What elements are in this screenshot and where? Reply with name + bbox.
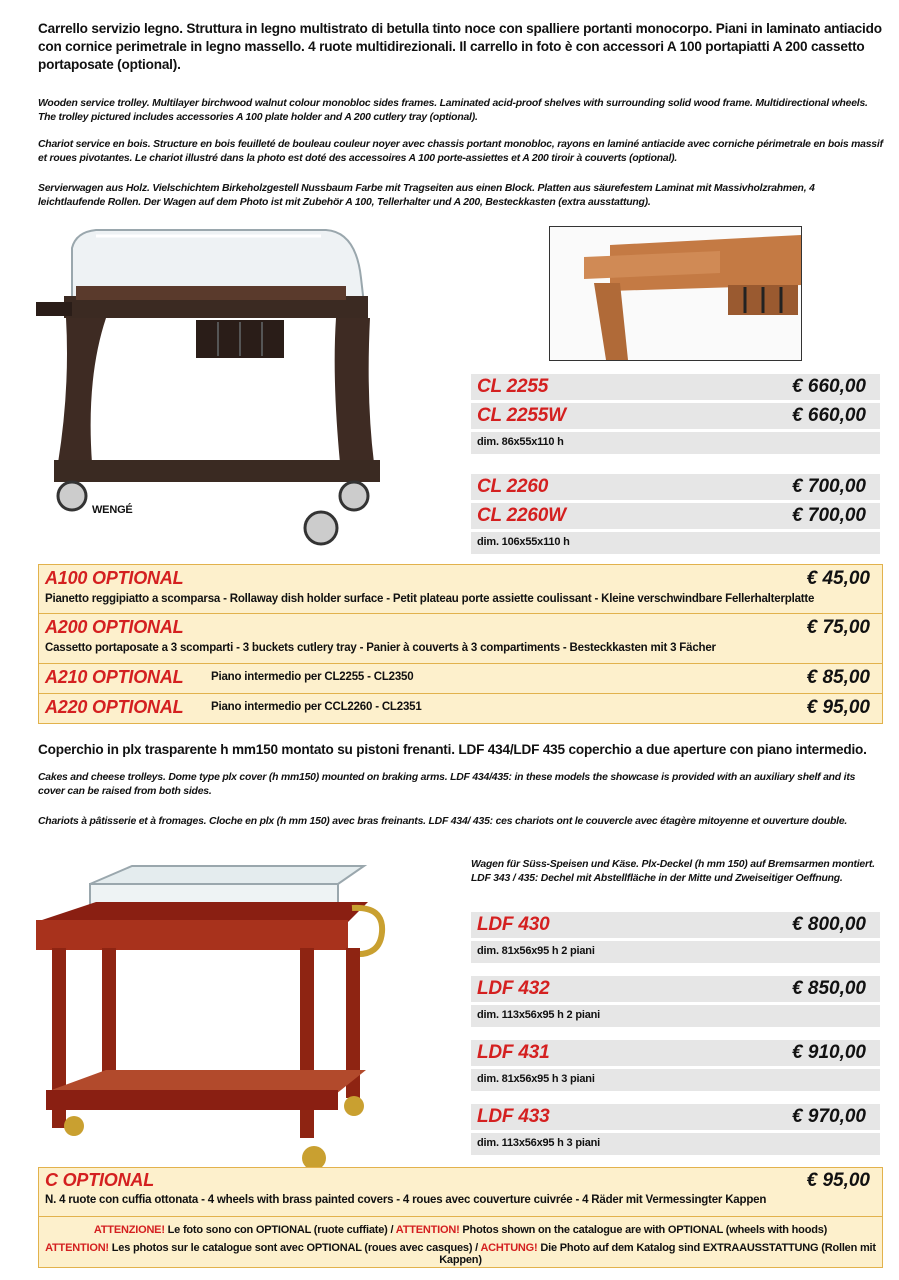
product-code: CL 2255 — [477, 376, 549, 397]
section2-french: Chariots à pâtisserie et à fromages. Cloche en plx (h mm 150) avec bras freinants. LDF 434/ 435: ces chariots ont le couvercle avec étagère mitoyenne et ouverture double. — [38, 816, 848, 827]
product-code: CL 2255W — [477, 405, 566, 426]
divider — [39, 1216, 882, 1217]
optional-price: € 45,00 — [806, 568, 870, 589]
section2-english: Cakes and cheese trolleys. Dome type plx cover (h mm150) mounted on braking arms. LDF 434/435: in these models the showcase is provided with an auxiliary shelf and its cover can be raised from both sides. — [38, 772, 856, 797]
warning-text: Les photos sur le catalogue sont avec OPTIONAL (roues avec casques) / — [108, 1242, 481, 1254]
product-dimensions — [471, 941, 880, 963]
divider — [39, 693, 882, 694]
product-row-cl2255 — [471, 374, 880, 400]
product-row-ldf431 — [471, 1040, 880, 1066]
product-price: € 660,00 — [792, 405, 866, 426]
product-dimensions — [471, 432, 880, 454]
trolley-photo-cake — [36, 862, 396, 1172]
optional-code: A100 OPTIONAL — [45, 568, 184, 588]
warning-line-1 — [39, 1224, 882, 1236]
product-row-ldf433 — [471, 1104, 880, 1130]
optional-price: € 95,00 — [806, 1170, 870, 1191]
intro-english: Wooden service trolley. Multilayer birchwood walnut colour monobloc sides frames. Laminated acid-proof shelves with surrounding solid wood frame. Multidirectional wheels. The trolley pictured includes accessories A 100 plate holder and A 200 cutlery tray (optional). — [38, 98, 868, 123]
product-price: € 850,00 — [792, 978, 866, 999]
warning-text: Die Photo auf dem Katalog sind EXTRAAUSSTATTUNG (Rollen mit Kappen) — [439, 1242, 876, 1266]
divider — [39, 663, 882, 664]
product-code: LDF 432 — [477, 978, 550, 999]
product-code: CL 2260W — [477, 505, 566, 526]
warning-label: ATTENZIONE! — [93, 1224, 165, 1236]
warning-label: ATTENTION! — [45, 1242, 109, 1254]
optional-code: C OPTIONAL — [45, 1170, 154, 1190]
product-row-ldf430 — [471, 912, 880, 938]
product-dimensions — [471, 1005, 880, 1027]
optional-description: N. 4 ruote con cuffia ottonata - 4 wheels with brass painted covers - 4 roues avec couverture cuivrée - 4 Räder mit Vermessingter Kappen — [45, 1194, 767, 1206]
optional-code: A220 OPTIONAL — [45, 697, 184, 717]
optional-description: Piano intermedio per CL2255 - CL2350 — [211, 671, 414, 683]
intro-french: Chariot service en bois. Structure en bois feuilleté de bouleau couleur noyer avec chassis portant monobloc, rayons en laminé antiacide avec corniche périmetrale en bois massif et roues pivotantes. Le chariot illustré dans la photo est doté des accessoires A 100 porte-assiettes et A 200 tiroir à couverts (optional). — [38, 139, 883, 164]
product-price: € 700,00 — [792, 476, 866, 497]
dimensions-text: dim. 106x55x110 h — [477, 536, 570, 548]
product-price: € 970,00 — [792, 1106, 866, 1127]
product-code: LDF 431 — [477, 1042, 550, 1063]
warning-line-2 — [39, 1242, 882, 1266]
dimensions-text: dim. 81x56x95 h 2 piani — [477, 945, 595, 957]
section2-german: Wagen für Süss-Speisen und Käse. Plx-Deckel (h mm 150) auf Bremsarmen montiert. LDF 343 / 435: Dechel mit Abstellfläche in der Mitte und Zweiseitiger Oeffnung. — [471, 859, 875, 884]
divider — [39, 613, 882, 614]
section2-italian: Coperchio in plx trasparente h mm150 montato su pistoni frenanti. LDF 434/LDF 435 coperchio a due aperture con piano intermedio. — [38, 742, 867, 757]
optional-code: A200 OPTIONAL — [45, 617, 184, 637]
product-dimensions — [471, 532, 880, 554]
product-dimensions — [471, 1133, 880, 1155]
product-price: € 800,00 — [792, 914, 866, 935]
product-price: € 660,00 — [792, 376, 866, 397]
optional-description: Cassetto portaposate a 3 scomparti - 3 buckets cutlery tray - Panier à couverts à 3 compartiments - Besteckkasten mit 3 Fächer — [45, 642, 716, 654]
optional-description: Pianetto reggipiatto a scomparsa - Rollaway dish holder surface - Petit plateau porte assiette coulissant - Kleine verschwindbare Fellerhalterplatte — [45, 593, 815, 605]
photo-caption: WENGÉ — [92, 504, 133, 516]
optional-description: Piano intermedio per CCL2260 - CL2351 — [211, 701, 422, 713]
dimensions-text: dim. 113x56x95 h 2 piani — [477, 1009, 600, 1021]
product-dimensions — [471, 1069, 880, 1091]
optional-code: A210 OPTIONAL — [45, 667, 184, 687]
warning-label: ATTENTION! — [395, 1224, 460, 1236]
detail-photo-plate-holder — [549, 226, 802, 361]
optional-price: € 75,00 — [806, 617, 870, 638]
product-price: € 700,00 — [792, 505, 866, 526]
product-price: € 910,00 — [792, 1042, 866, 1063]
dimensions-text: dim. 81x56x95 h 3 piani — [477, 1073, 595, 1085]
product-row-ldf432 — [471, 976, 880, 1002]
optionals-box — [38, 564, 883, 724]
product-row-cl2260 — [471, 474, 880, 500]
c-optional-box — [38, 1167, 883, 1268]
product-code: LDF 430 — [477, 914, 550, 935]
dimensions-text: dim. 113x56x95 h 3 piani — [477, 1137, 600, 1149]
product-row-cl2260w — [471, 503, 880, 529]
product-code: LDF 433 — [477, 1106, 550, 1127]
trolley-photo-wenge — [36, 228, 381, 550]
optional-price: € 95,00 — [806, 697, 870, 718]
optional-price: € 85,00 — [806, 667, 870, 688]
product-row-cl2255w — [471, 403, 880, 429]
warning-text: Photos shown on the catalogue are with OPTIONAL (wheels with hoods) — [459, 1224, 828, 1236]
intro-italian: Carrello servizio legno. Struttura in legno multistrato di betulla tinto noce con spalliere portanti monocorpo. Piani in laminato antiacido con cornice perimetrale in legno massello. 4 ruote multidirezionali. Il carrello in foto è con accessori A 100 portapiatti A 200 cassetto portaposate (optional). — [38, 21, 882, 72]
warning-label: ACHTUNG! — [480, 1242, 538, 1254]
warning-text: Le foto sono con OPTIONAL (ruote cuffiate) / — [164, 1224, 396, 1236]
dimensions-text: dim. 86x55x110 h — [477, 436, 564, 448]
intro-german: Servierwagen aus Holz. Vielschichtem Birkeholzgestell Nussbaum Farbe mit Tragseiten aus einen Block. Platten aus säurefestem Laminat mit Massivholzrahmen, 4 leichtlaufende Rollen. Der Wagen auf dem Photo ist mit Zubehör A 100, Tellerhalter und A 200, Besteckkasten (extra ausstattung). — [38, 183, 815, 208]
product-code: CL 2260 — [477, 476, 549, 497]
